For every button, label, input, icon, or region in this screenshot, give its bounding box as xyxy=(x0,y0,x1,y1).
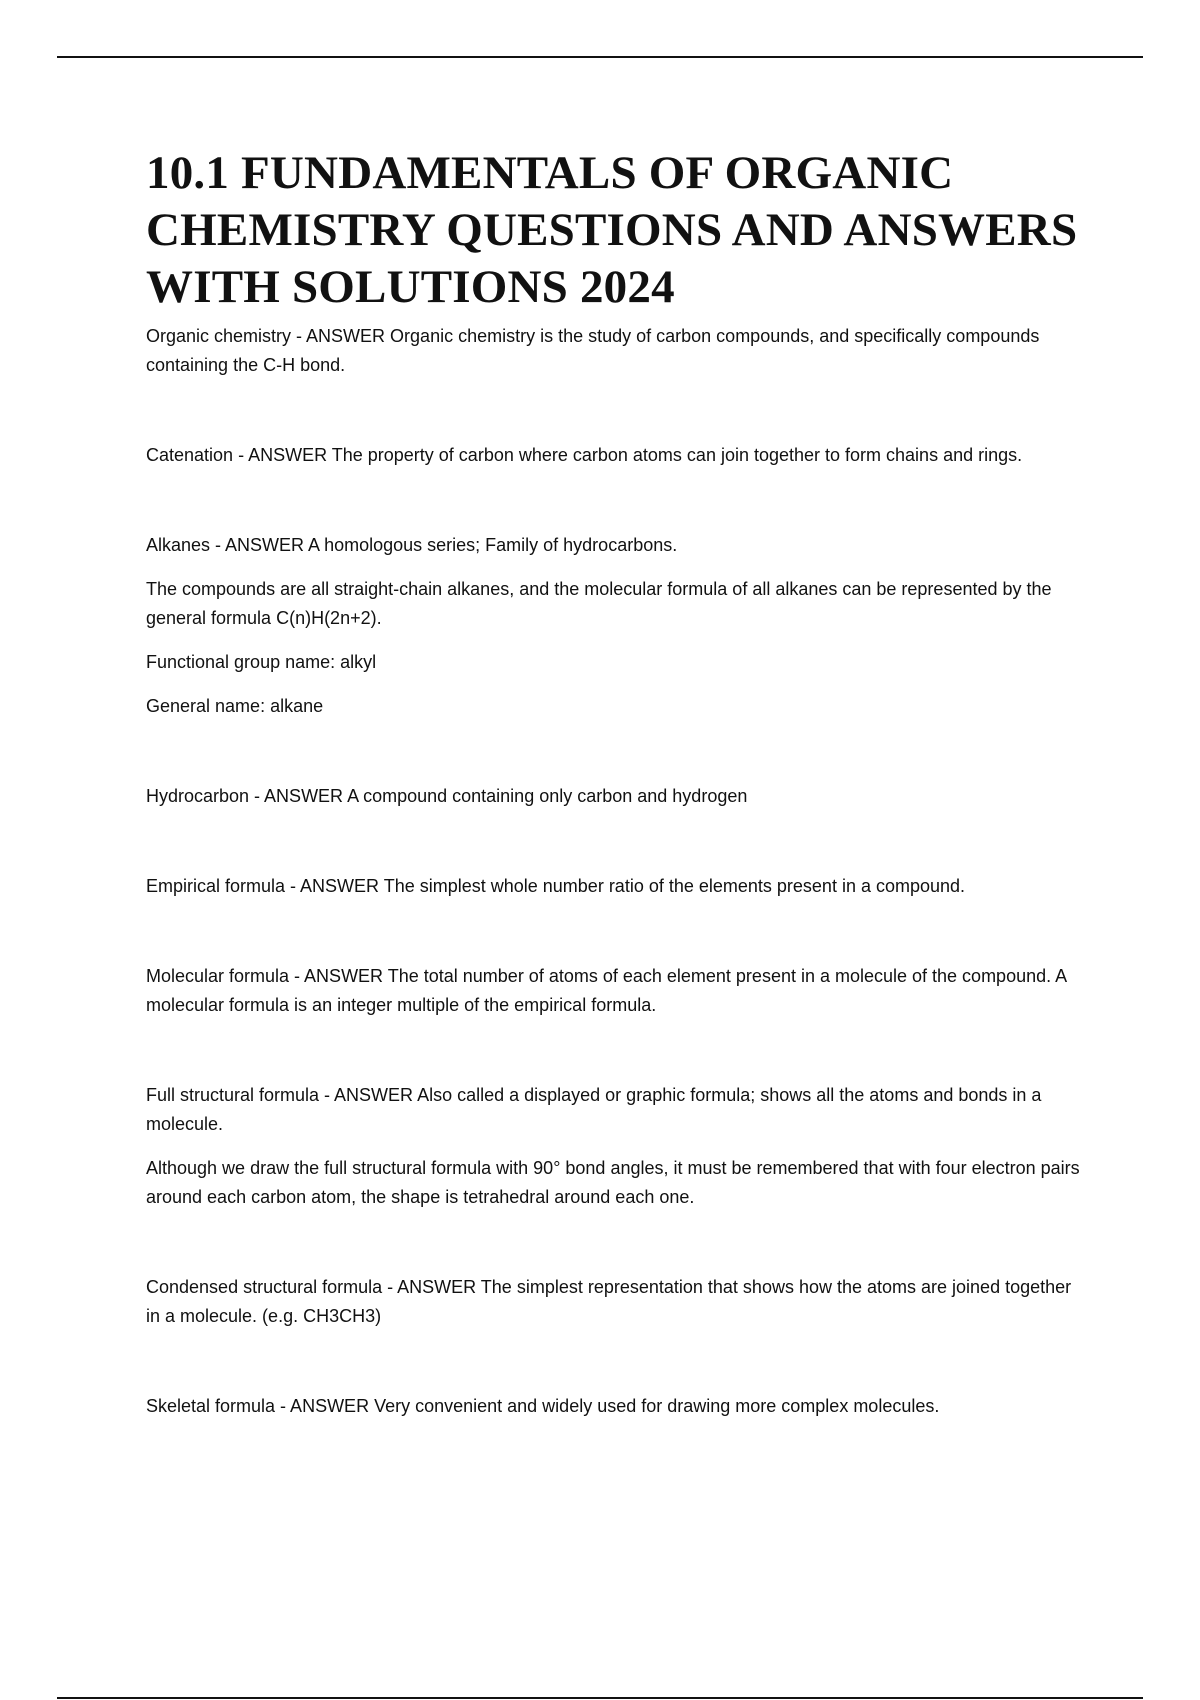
qa-paragraph: Alkanes - ANSWER A homologous series; Family of hydrocarbons. xyxy=(146,535,678,555)
qa-paragraph: General name: alkane xyxy=(146,696,324,716)
qa-paragraph: The compounds are all straight-chain alkanes, and the molecular formula of all alkanes can be represented by the general formula C(n)H(2n+2). xyxy=(146,579,1052,628)
top-rule xyxy=(57,56,1143,58)
qa-entry-empirical-formula xyxy=(146,872,1086,901)
qa-paragraph: Molecular formula - ANSWER The total number of atoms of each element present in a molecule of the compound. A molecular formula is an integer multiple of the empirical formula. xyxy=(146,966,1067,1015)
qa-entry-alkanes xyxy=(146,531,1086,721)
qa-paragraph: Functional group name: alkyl xyxy=(146,652,377,672)
qa-paragraph: Empirical formula - ANSWER The simplest whole number ratio of the elements present in a compound. xyxy=(146,876,966,896)
document-page xyxy=(146,145,1086,1421)
qa-entry-organic-chemistry xyxy=(146,322,1086,380)
qa-paragraph: Skeletal formula - ANSWER Very convenient and widely used for drawing more complex molecules. xyxy=(146,1396,940,1416)
qa-entry-full-structural-formula xyxy=(146,1081,1086,1212)
qa-paragraph: Although we draw the full structural formula with 90° bond angles, it must be remembered that with four electron pairs around each carbon atom, the shape is tetrahedral around each one. xyxy=(146,1158,1080,1207)
qa-paragraph: Catenation - ANSWER The property of carbon where carbon atoms can join together to form chains and rings. xyxy=(146,445,1023,465)
bottom-rule xyxy=(57,1697,1143,1699)
qa-paragraph: Hydrocarbon - ANSWER A compound containing only carbon and hydrogen xyxy=(146,786,748,806)
qa-paragraph: Condensed structural formula - ANSWER The simplest representation that shows how the atoms are joined together in a molecule. (e.g. CH3CH3) xyxy=(146,1277,1072,1326)
qa-entry-catenation xyxy=(146,441,1086,470)
qa-list xyxy=(146,322,1086,1421)
qa-entry-condensed-structural-formula xyxy=(146,1273,1086,1331)
qa-entry-hydrocarbon xyxy=(146,782,1086,811)
qa-paragraph: Full structural formula - ANSWER Also called a displayed or graphic formula; shows all the atoms and bonds in a molecule. xyxy=(146,1085,1042,1134)
qa-entry-molecular-formula xyxy=(146,962,1086,1020)
qa-paragraph: Organic chemistry - ANSWER Organic chemistry is the study of carbon compounds, and specifically compounds containing the C-H bond. xyxy=(146,326,1040,375)
document-title: 10.1 FUNDAMENTALS OF ORGANIC CHEMISTRY QUESTIONS AND ANSWERS WITH SOLUTIONS 2024 xyxy=(146,147,1078,313)
qa-entry-skeletal-formula xyxy=(146,1392,1086,1421)
